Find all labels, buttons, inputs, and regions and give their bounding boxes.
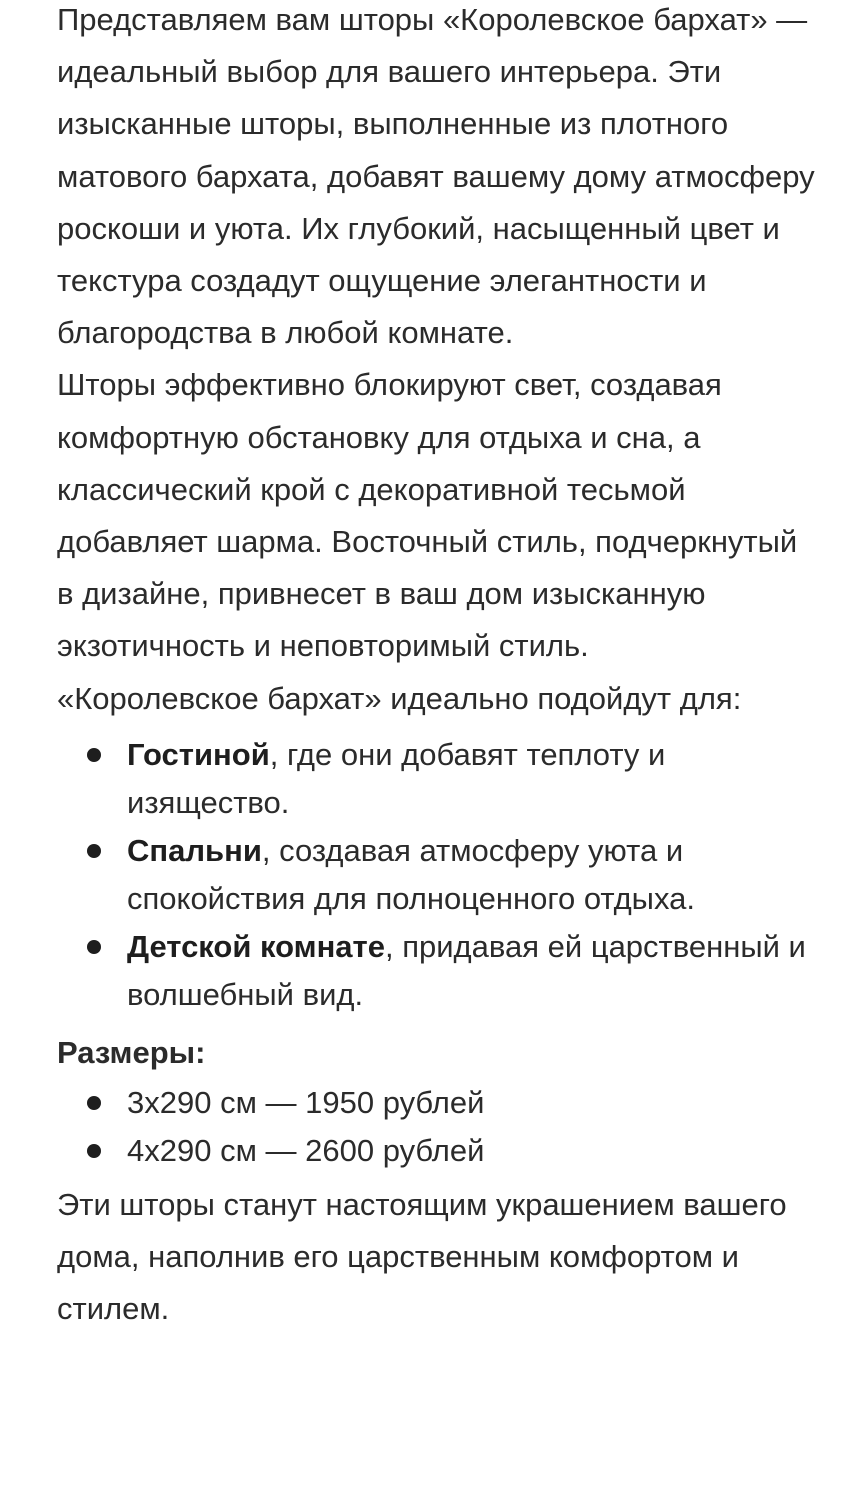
room-name: Спальни — [127, 832, 262, 868]
suitable-for-paragraph: «Королевское бархат» идеально подойдут для: — [57, 680, 742, 716]
list-item — [57, 827, 819, 923]
list-item — [57, 1079, 819, 1127]
closing-paragraph: Эти шторы станут настоящим украшением вашего дома, наполнив его царственным комфортом и стилем. — [57, 1186, 787, 1327]
sizes-list — [57, 1079, 819, 1175]
bullet-icon — [87, 844, 101, 858]
room-description: , где они добавят теплоту и изящество. — [127, 736, 666, 820]
light-blocking-paragraph: Шторы эффективно блокируют свет, создавая комфортную обстановку для отдыха и сна, а классический крой с декоративной тесьмой добавляет шарма. Восточный стиль, подчеркнутый в дизайне, привнесет в ваш дом изысканную экзотичность и неповторимый стиль. — [57, 367, 798, 664]
room-description: , создавая атмосферу уюта и спокойствия для полноценного отдыха. — [127, 832, 695, 916]
list-item — [57, 923, 819, 1019]
room-description: , придавая ей царственный и волшебный вид. — [127, 928, 806, 1012]
list-item — [57, 731, 819, 827]
room-list — [57, 731, 819, 1019]
size-price: 4х290 см — 2600 рублей — [127, 1132, 485, 1168]
bullet-icon — [87, 1096, 101, 1110]
bullet-icon — [87, 748, 101, 762]
list-item — [57, 1127, 819, 1175]
room-name: Детской комнате — [127, 928, 385, 964]
size-price: 3х290 см — 1950 рублей — [127, 1084, 485, 1120]
bullet-icon — [87, 940, 101, 954]
bullet-icon — [87, 1144, 101, 1158]
sizes-heading: Размеры: — [57, 1034, 206, 1070]
intro-paragraph: Представляем вам шторы «Королевское бархат» — идеальный выбор для вашего интерьера. Эти изысканные шторы, выполненные из плотного матового бархата, добавят вашему дому атмосферу роскоши и уюта. Их глубокий, насыщенный цвет и текстура создадут ощущение элегантности и благородства в любой комнате. — [57, 2, 815, 351]
room-name: Гостиной — [127, 736, 270, 772]
